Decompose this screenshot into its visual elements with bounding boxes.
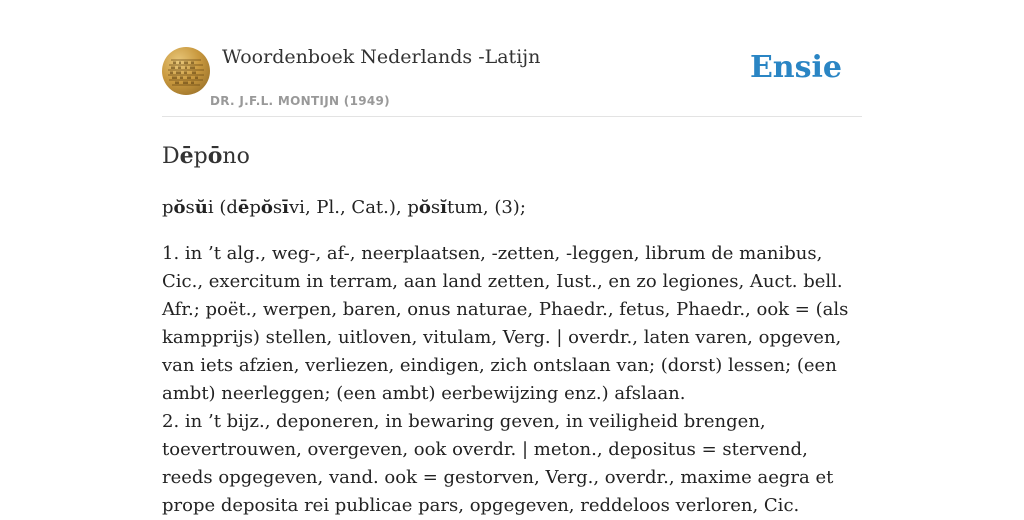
text-segment: p: [193, 144, 208, 169]
definition-sense: 1. in ’t alg., weg-, af-, neerplaatsen, -zetten, -leggen, librum de manibus, Cic., exercitum in terram, aan land zetten, Iust., en zo legiones, Auct. bell. Afr.; poët., werpen, baren, onus naturae, Phaedr., fetus, Phaedr., ook = (als kampprijs) stellen, uitloven, vitulam, Verg. | overdr., laten varen, opgeven, van iets afzien, verliezen, eindigen, zich ontslaan van; (dorst) lessen; (een ambt) neerleggen; (een ambt) eerbewijzing enz.) afslaan.: [162, 243, 849, 404]
source-title[interactable]: Woordenboek Nederlands -Latijn: [222, 46, 541, 68]
source-author: DR. J.F.L. MONTIJN (1949): [210, 94, 390, 108]
text-segment: s: [185, 197, 195, 218]
vowel-quantity-mark: ĭ: [440, 197, 447, 218]
entry-headword: [162, 143, 862, 169]
text-segment: p: [249, 197, 261, 218]
text-segment: no: [222, 144, 250, 169]
text-segment: s: [272, 197, 283, 218]
text-segment: i (d: [207, 197, 238, 218]
source-header: [162, 0, 862, 117]
vowel-quantity-mark: ō: [207, 143, 223, 169]
text-segment: p: [162, 197, 174, 218]
text-segment: s: [430, 197, 441, 218]
vowel-quantity-mark: ŏ: [260, 197, 273, 218]
text-segment: tum, (3);: [446, 197, 526, 218]
vowel-quantity-mark: ī: [282, 197, 290, 218]
entry-forms: [162, 194, 862, 222]
coin-with-latin-inscription-icon[interactable]: [162, 47, 210, 95]
page: [162, 0, 862, 520]
vowel-quantity-mark: ŭ: [194, 197, 208, 218]
vowel-quantity-mark: ē: [179, 143, 194, 169]
definition-sense: 2. in ’t bijz., deponeren, in bewaring geven, in veiligheid brengen, toevertrouwen, overgeven, ook overdr. | meton., depositus = stervend, reeds opgegeven, vand. ook = gestorven, Verg., overdr., maxime aegra et prope deposita rei publicae pars, opgegeven, reddeloos verloren, Cic.: [162, 411, 834, 516]
vowel-quantity-mark: ŏ: [173, 197, 186, 218]
vowel-quantity-mark: ŏ: [418, 197, 431, 218]
vowel-quantity-mark: ē: [237, 197, 250, 218]
text-segment: vi, Pl., Cat.), p: [289, 197, 419, 218]
entry-definition: [162, 240, 862, 520]
text-segment: D: [162, 144, 180, 169]
brand-logo-link[interactable]: Ensie: [749, 50, 842, 85]
